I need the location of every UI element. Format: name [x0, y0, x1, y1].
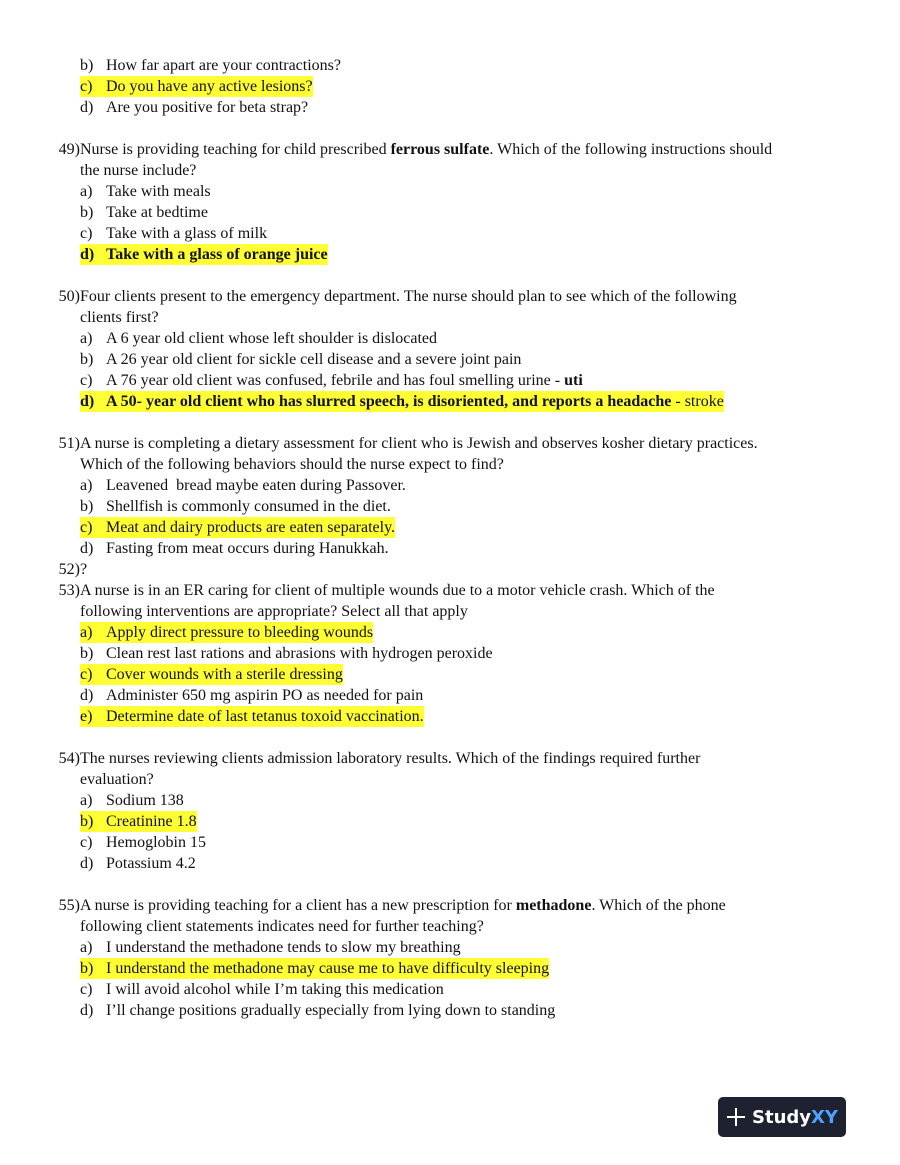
- option: b) Shellfish is commonly consumed in the diet.: [80, 498, 391, 515]
- question-stem-continued: clients first?: [80, 309, 159, 326]
- question-stem-continued: Which of the following behaviors should the nurse expect to find?: [80, 456, 504, 473]
- question-stem: A nurse is completing a dietary assessment for client who is Jewish and observes kosher dietary practices.: [80, 435, 758, 452]
- question-49: [0, 139, 900, 265]
- option-highlighted: d) Take with a glass of orange juice: [80, 246, 328, 263]
- option: d) I’ll change positions gradually especially from lying down to standing: [80, 1002, 556, 1019]
- option: a) A 6 year old client whose left shoulder is dislocated: [80, 330, 438, 347]
- option: a) Take with meals: [80, 183, 211, 200]
- question-stem-continued: evaluation?: [80, 771, 154, 788]
- document-page: [0, 55, 900, 1042]
- option: d) Administer 650 mg aspirin PO as needed for pain: [80, 687, 424, 704]
- question-50: [0, 286, 900, 412]
- option: a) Leavened bread maybe eaten during Passover.: [80, 477, 406, 494]
- option: a) I understand the methadone tends to slow my breathing: [80, 939, 461, 956]
- option-highlighted: e) Determine date of last tetanus toxoid vaccination.: [80, 708, 424, 725]
- logo-text: StudyXY: [752, 1106, 838, 1128]
- option-highlighted: c) Meat and dairy products are eaten separately.: [80, 519, 396, 536]
- question-54: [0, 748, 900, 874]
- option: b) A 26 year old client for sickle cell disease and a severe joint pain: [80, 351, 522, 368]
- option-highlighted: c) Cover wounds with a sterile dressing: [80, 666, 343, 683]
- option: b) How far apart are your contractions?: [80, 57, 341, 74]
- question-stem-continued: the nurse include?: [80, 162, 197, 179]
- option-highlighted: c) Do you have any active lesions?: [80, 78, 313, 95]
- question-stem: The nurses reviewing clients admission laboratory results. Which of the findings required further: [80, 750, 701, 767]
- option: d) Fasting from meat occurs during Hanukkah.: [80, 540, 389, 557]
- option: b) Take at bedtime: [80, 204, 208, 221]
- question-stem: A nurse is in an ER caring for client of multiple wounds due to a motor vehicle crash. Which of the: [80, 582, 715, 599]
- question-number: 50): [58, 288, 80, 305]
- question-52: [0, 559, 900, 580]
- option: c) A 76 year old client was confused, febrile and has foul smelling urine - uti: [80, 372, 583, 389]
- question-number: 52): [58, 561, 80, 578]
- question-48-tail: [0, 55, 900, 118]
- question-number: 51): [58, 435, 80, 452]
- option: d) Are you positive for beta strap?: [80, 99, 309, 116]
- option: c) I will avoid alcohol while I’m taking this medication: [80, 981, 444, 998]
- question-stem: ?: [80, 561, 88, 578]
- question-stem-continued: following interventions are appropriate? Select all that apply: [80, 603, 468, 620]
- question-55: [0, 895, 900, 1021]
- plus-icon: [726, 1107, 746, 1127]
- option: a) Sodium 138: [80, 792, 184, 809]
- option: b) Clean rest last rations and abrasions with hydrogen peroxide: [80, 645, 493, 662]
- question-number: 55): [58, 897, 80, 914]
- question-51: [0, 433, 900, 559]
- question-stem: A nurse is providing teaching for a client has a new prescription for methadone. Which of the phone: [80, 897, 726, 914]
- option-highlighted: a) Apply direct pressure to bleeding wounds: [80, 624, 374, 641]
- studyxy-logo: [718, 1097, 846, 1137]
- question-stem: Nurse is providing teaching for child prescribed ferrous sulfate. Which of the following instructions should: [80, 141, 773, 158]
- option: d) Potassium 4.2: [80, 855, 196, 872]
- option-highlighted: d) A 50- year old client who has slurred speech, is disoriented, and reports a headache - stroke: [80, 393, 724, 410]
- option-highlighted: b) I understand the methadone may cause me to have difficulty sleeping: [80, 960, 550, 977]
- question-number: 54): [58, 750, 80, 767]
- option-highlighted: b) Creatinine 1.8: [80, 813, 197, 830]
- option: c) Hemoglobin 15: [80, 834, 206, 851]
- question-stem: Four clients present to the emergency department. The nurse should plan to see which of the following: [80, 288, 737, 305]
- option: c) Take with a glass of milk: [80, 225, 268, 242]
- question-stem-continued: following client statements indicates need for further teaching?: [80, 918, 484, 935]
- question-number: 53): [58, 582, 80, 599]
- question-53: [0, 580, 900, 727]
- question-number: 49): [58, 141, 80, 158]
